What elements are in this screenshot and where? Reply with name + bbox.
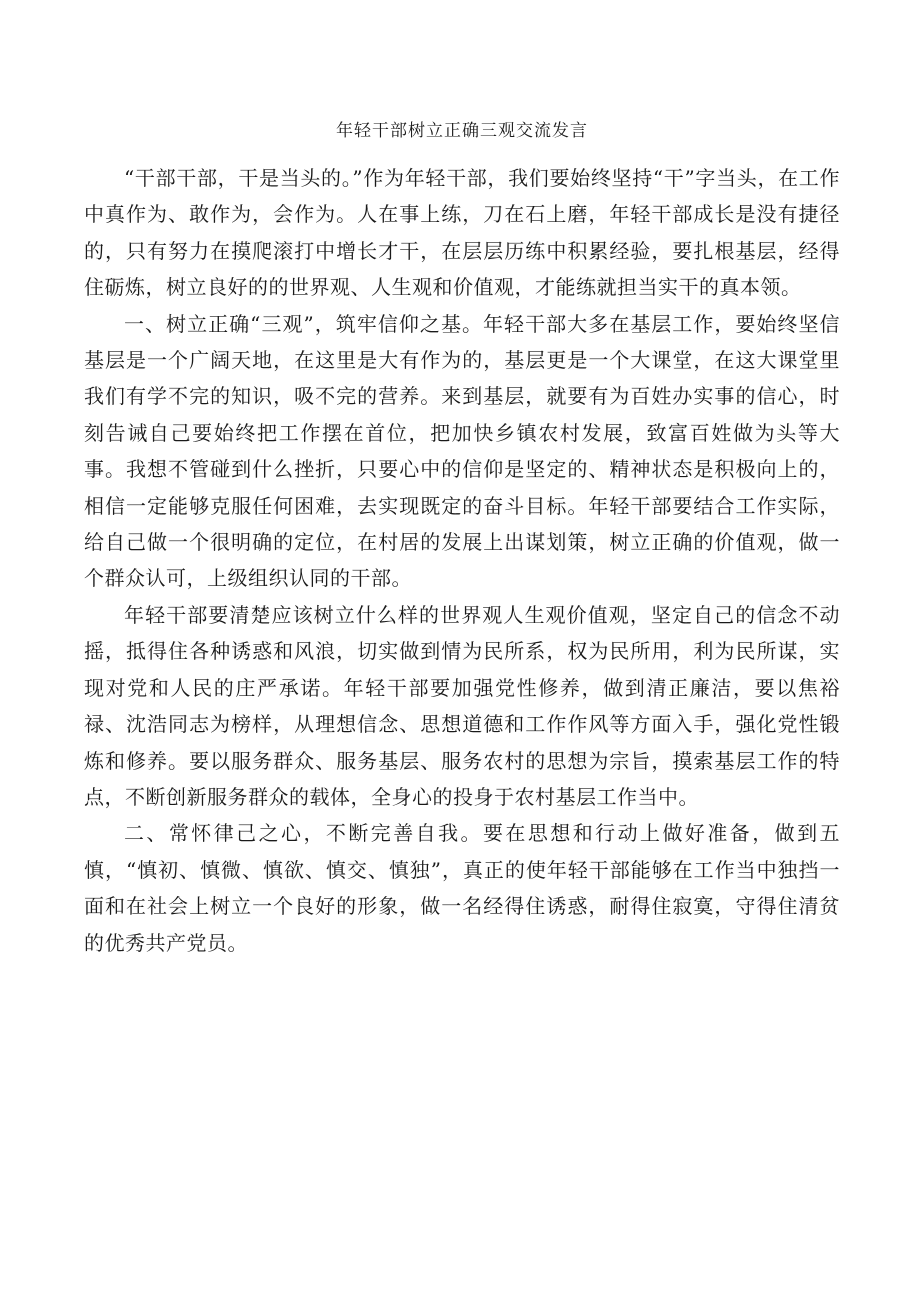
document-page: [84, 118, 840, 961]
document-title: 年轻干部树立正确三观交流发言: [336, 121, 588, 141]
paragraph-intro: “干部干部，干是当头的。”作为年轻干部，我们要始终坚持“干”字当头，在工作中真作为、敢作为，会作为。人在事上练，刀在石上磨，年轻干部成长是没有捷径的，只有努力在摸爬滚打中增长才干，在层层历练中积累经验，要扎根基层，经得住砺炼，树立良好的的世界观、人生观和价值观，才能练就担当实干的真本领。: [84, 166, 840, 300]
paragraph-section-one: 一、树立正确“三观”，筑牢信仰之基。年轻干部大多在基层工作，要始终坚信基层是一个广阔天地，在这里是大有作为的，基层更是一个大课堂，在这大课堂里我们有学不完的知识，吸不完的营养。来到基层，就要有为百姓办实事的信心，时刻告诫自己要始终把工作摆在首位，把加快乡镇农村发展，致富百姓做为头等大事。我想不管碰到什么挫折，只要心中的信仰是坚定的、精神状态是积极向上的，相信一定能够克服任何困难，去实现既定的奋斗目标。年轻干部要结合工作实际，给自己做一个很明确的定位，在村居的发展上出谋划策，树立正确的价值观，做一个群众认可，上级组织认同的干部。: [84, 311, 840, 591]
paragraph-section-two: 二、常怀律己之心，不断完善自我。要在思想和行动上做好准备，做到五慎，“慎初、慎微、慎欲、慎交、慎独”，真正的使年轻干部能够在工作当中独挡一面和在社会上树立一个良好的形象，做一名经得住诱惑，耐得住寂寞，守得住清贫的优秀共产党员。: [84, 821, 840, 955]
paragraph-section-one-cont: 年轻干部要清楚应该树立什么样的世界观人生观价值观，坚定自己的信念不动摇，抵得住各种诱惑和风浪，切实做到情为民所系，权为民所用，利为民所谋，实现对党和人民的庄严承诺。年轻干部要加强党性修养，做到清正廉洁，要以焦裕禄、沈浩同志为榜样，从理想信念、思想道德和工作作风等方面入手，强化党性锻炼和修养。要以服务群众、服务基层、服务农村的思想为宗旨，摸索基层工作的特点，不断创新服务群众的载体，全身心的投身于农村基层工作当中。: [84, 602, 840, 809]
